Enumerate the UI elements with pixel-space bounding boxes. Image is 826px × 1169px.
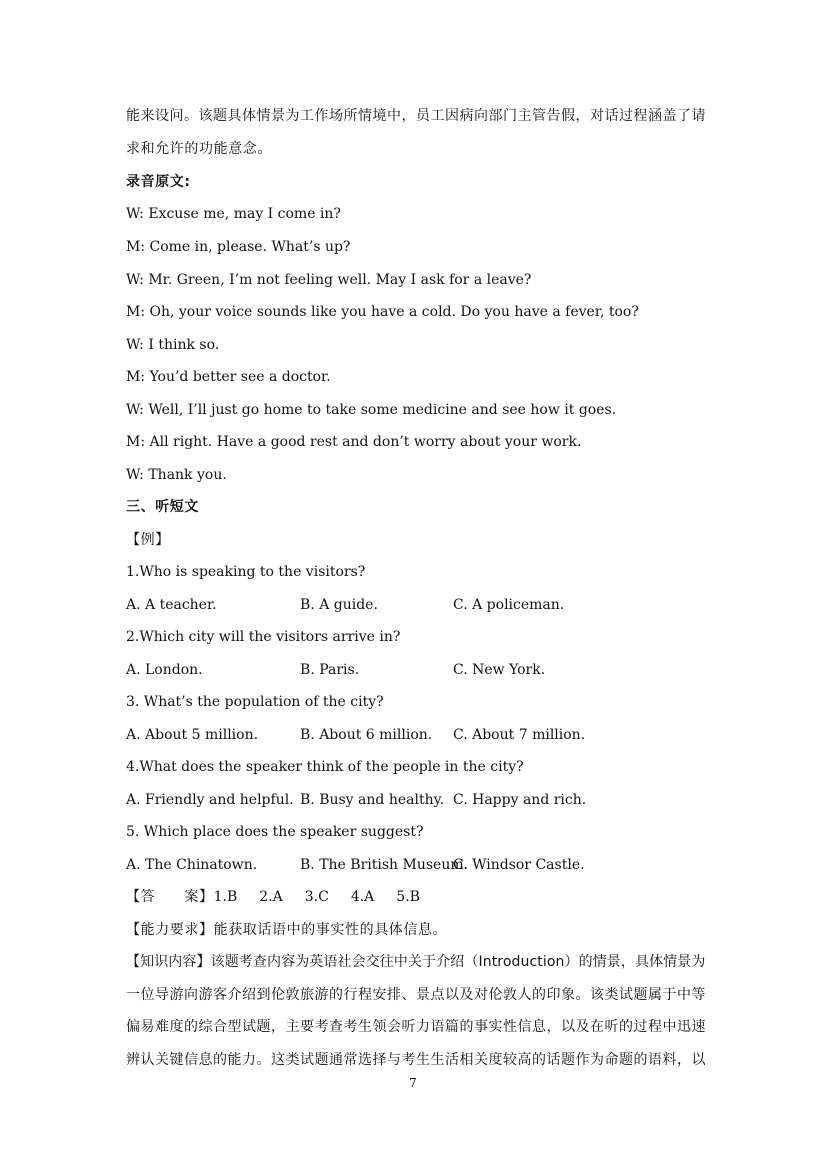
option-b: B. The British Museum. — [300, 857, 469, 873]
option-c: C. Windsor Castle. — [453, 857, 585, 873]
example-label: 【例】 — [126, 532, 170, 548]
option-a: A. The Chinatown. — [126, 857, 258, 873]
option-c: C. A policeman. — [453, 597, 565, 613]
section-heading: 三、听短文 — [126, 499, 199, 515]
knowledge-line-3: 偏易难度的综合型试题，主要考查考生领会听力语篇的事实性信息，以及在听的过程中迅速 — [126, 1019, 706, 1035]
answer-item: 2.A — [259, 889, 283, 905]
option-a: A. About 5 million. — [126, 727, 259, 743]
transcript-line: W: Excuse me, may I come in? — [126, 206, 341, 222]
answer-line — [126, 888, 706, 906]
transcript-line: W: Mr. Green, I’m not feeling well. May I ask for a leave? — [126, 272, 532, 288]
option-a: A. Friendly and helpful. — [126, 792, 294, 808]
knowledge-line-2: 一位导游向游客介绍到伦敦旅游的行程安排、景点以及对伦敦人的印象。该类试题属于中等 — [126, 987, 706, 1003]
transcript-line: M: All right. Have a good rest and don’t worry about your work. — [126, 434, 582, 450]
transcript-line: M: Come in, please. What’s up? — [126, 239, 351, 255]
answer-item: 5.B — [396, 889, 420, 905]
question-2: 2.Which city will the visitors arrive in? — [126, 629, 401, 645]
intro-line-1: 能来设问。该题具体情景为工作场所情境中，员工因病向部门主管告假，对话过程涵盖了请 — [126, 108, 706, 124]
question-1: 1.Who is speaking to the visitors? — [126, 564, 366, 580]
answer-item: 3.C — [304, 889, 329, 905]
option-c: C. About 7 million. — [453, 727, 586, 743]
option-a: A. London. — [126, 662, 203, 678]
option-b: B. About 6 million. — [300, 727, 433, 743]
answer-item: 1.B — [213, 889, 238, 905]
option-c: C. New York. — [453, 662, 546, 678]
transcript-heading: 录音原文: — [126, 174, 191, 190]
option-b: B. Busy and healthy. — [300, 792, 445, 808]
transcript-line: M: Oh, your voice sounds like you have a cold. Do you have a fever, too? — [126, 304, 639, 320]
transcript-line: W: I think so. — [126, 337, 220, 353]
answer-label: 【答 案】 — [126, 889, 214, 905]
page-number: 7 — [409, 1076, 417, 1090]
intro-line-2: 求和允许的功能意念。 — [126, 141, 272, 157]
question-3: 3. What’s the population of the city? — [126, 694, 384, 710]
option-c: C. Happy and rich. — [453, 792, 587, 808]
ability-requirement: 【能力要求】能获取话语中的事实性的具体信息。 — [126, 922, 448, 938]
answer-item: 4.A — [350, 889, 375, 905]
question-5: 5. Which place does the speaker suggest? — [126, 824, 424, 840]
transcript-line: W: Thank you. — [126, 467, 227, 483]
question-4: 4.What does the speaker think of the people in the city? — [126, 759, 524, 775]
knowledge-line-1: 【知识内容】该题考查内容为英语社会交往中关于介绍（Introduction）的情景，具体情景为 — [126, 954, 706, 970]
transcript-line: M: You’d better see a doctor. — [126, 369, 331, 385]
knowledge-line-4: 辨认关键信息的能力。这类试题通常选择与考生生活相关度较高的话题作为命题的语料，以 — [126, 1052, 706, 1068]
option-b: B. Paris. — [300, 662, 360, 678]
option-a: A. A teacher. — [126, 597, 217, 613]
transcript-line: W: Well, I’ll just go home to take some medicine and see how it goes. — [126, 402, 617, 418]
option-b: B. A guide. — [300, 597, 378, 613]
